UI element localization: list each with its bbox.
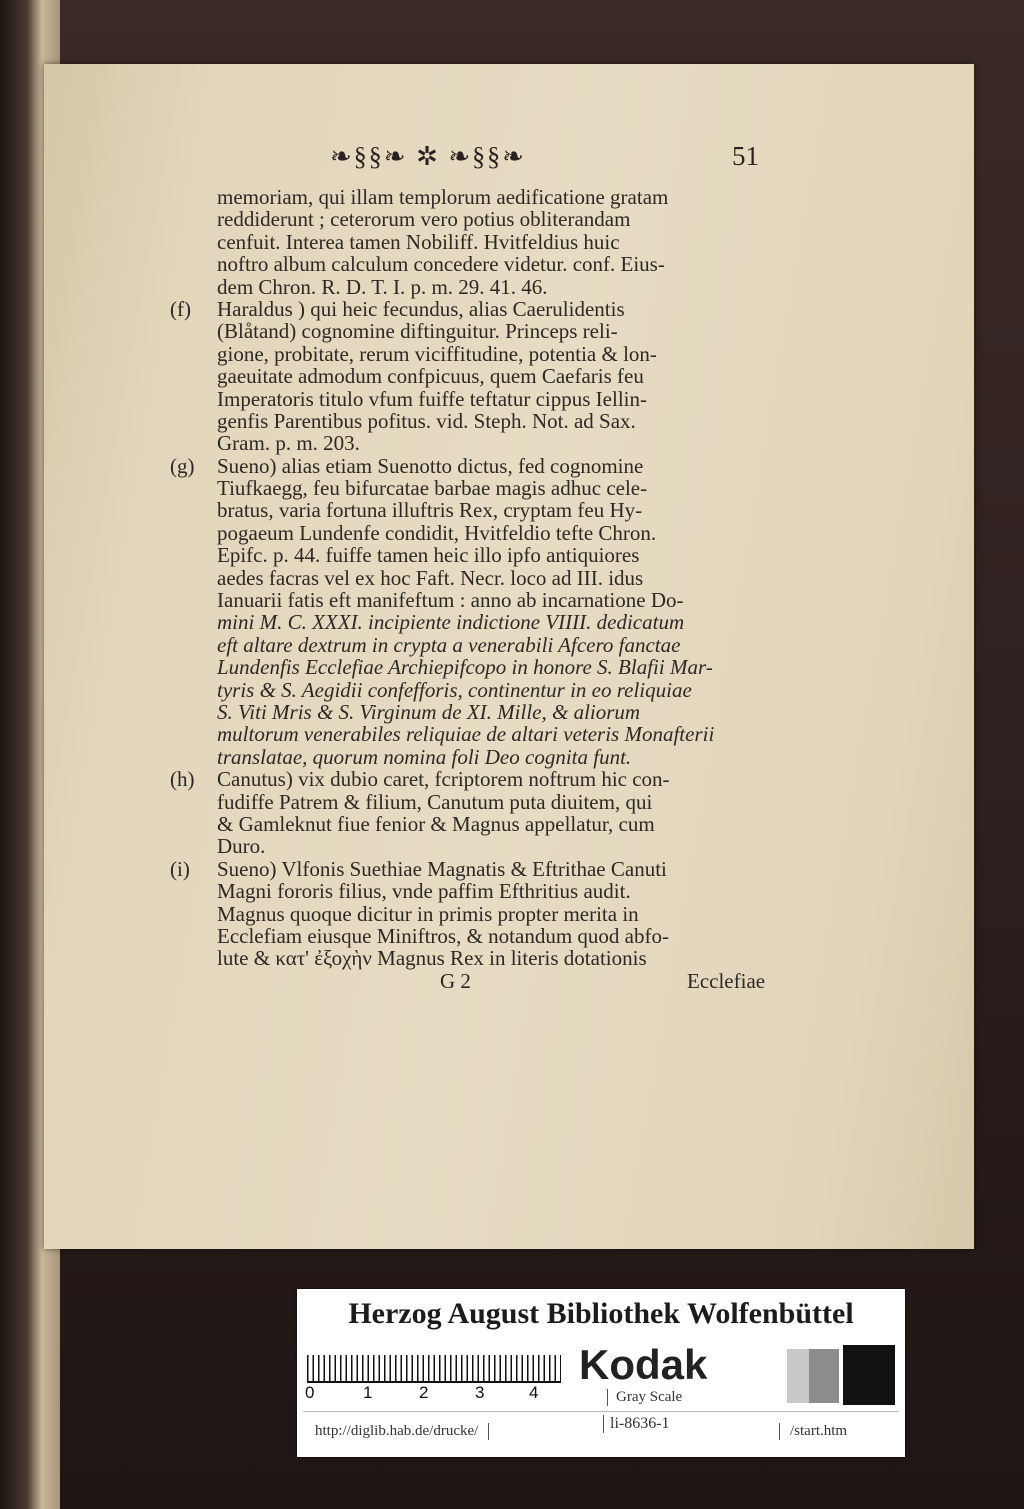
footnote-line: Tiufkaegg, feu bifurcatae barbae magis adhuc cele- — [217, 476, 648, 501]
footnote-line: genfis Parentibus pofitus. vid. Steph. Not. ad Sax. — [217, 408, 636, 433]
gray-scale-label: Gray Scale — [607, 1389, 682, 1406]
footnote-line: pogaeum Lundenfe condidit, Hvitfeldio tefte Chron. — [217, 520, 657, 545]
url-base: http://diglib.hab.de/drucke/ — [315, 1423, 489, 1440]
signature-mark: G 2 — [440, 968, 471, 993]
page-footer — [170, 970, 770, 992]
footnote-line: multorum venerabiles reliquiae de altari veteris Monafterii — [217, 722, 715, 747]
ruler-number: 1 — [363, 1383, 373, 1402]
ruler-number: 2 — [419, 1383, 429, 1402]
shelfmark: li-8636-1 — [603, 1415, 670, 1433]
footnote-line: Gram. p. m. 203. — [217, 431, 360, 456]
body-line: memoriam, qui illam templorum aedificatione gratam — [217, 185, 669, 209]
gray-swatch-light — [787, 1349, 809, 1403]
footnote-line: tyris & S. Aegidii confefforis, continentur in eo reliquiae — [217, 677, 692, 702]
footnote-h — [170, 768, 770, 858]
footnote-line: & Gamleknut fiue fenior & Magnus appellatur, cum — [217, 811, 655, 836]
footnote-line: lute & κατ' ἐξοχὴν Magnus Rex in literis dotationis — [217, 946, 647, 971]
ruler-number: 4 — [529, 1383, 539, 1402]
footnote-line: Ianuarii fatis eft manifeftum : anno ab incarnatione Do- — [217, 588, 684, 613]
footnote-i — [170, 858, 770, 970]
footnote-line: Magnus quoque dicitur in primis propter merita in — [217, 901, 639, 926]
ruler-scale — [307, 1341, 561, 1383]
footnote-line: bratus, varia fortuna illuftris Rex, cryptam feu Hy- — [217, 498, 643, 523]
footnote-line: Sueno) alias etiam Suenotto dictus, fed cognomine — [217, 453, 644, 478]
footnote-marker: (f) — [170, 296, 191, 321]
library-name: Herzog August Bibliothek Wolfenbüttel — [348, 1297, 854, 1330]
footnote-line: (Blåtand) cognomine diftinguitur. Princeps reli- — [217, 319, 618, 344]
footnote-line: Lundenfis Ecclefiae Archiepifcopo in honore S. Blafii Mar- — [217, 655, 713, 680]
gray-swatch-dark — [843, 1345, 895, 1405]
footnote-line: mini M. C. XXXI. incipiente indictione VIIII. dedicatum — [217, 610, 685, 635]
ruler-number: 0 — [305, 1383, 315, 1402]
body-line: reddiderunt ; ceterorum vero potius obliterandam — [217, 207, 631, 232]
footnote-g — [170, 455, 770, 768]
color-scale-card — [297, 1289, 905, 1457]
footnote-line: aedes facras vel ex hoc Faft. Necr. loco ad III. idus — [217, 565, 644, 590]
body-line: cenfuit. Interea tamen Nobiliff. Hvitfeldius huic — [217, 229, 620, 254]
page-number: 51 — [732, 141, 759, 171]
footnote-marker: (h) — [170, 767, 195, 792]
footnote-line: Duro. — [217, 834, 266, 859]
footnote-f — [170, 298, 770, 455]
body-line: dem Chron. R. D. T. I. p. m. 29. 41. 46. — [217, 274, 548, 299]
url-suffix: /start.htm — [779, 1423, 847, 1440]
footnote-line: gione, probitate, rerum viciffitudine, potentia & lon- — [217, 341, 657, 366]
footnote-line: Ecclefiam eiusque Miniftros, & notandum quod abfo- — [217, 923, 669, 948]
footnote-line: Canutus) vix dubio caret, fcriptorem noftrum hic con- — [217, 767, 670, 792]
body-line: noftro album calculum concedere videtur. conf. Eius- — [217, 252, 665, 277]
footnote-line: Magni fororis filius, vnde paffim Efthritius audit. — [217, 879, 631, 904]
catchword: Ecclefiae — [687, 968, 766, 993]
footnote-line: translatae, quorum nomina foli Deo cognita funt. — [217, 744, 632, 769]
header-ornament: ❧§§❧ ✲ ❧§§❧ — [330, 142, 526, 171]
footnote-line: fudiffe Patrem & filium, Canutum puta diuitem, qui — [217, 789, 653, 814]
footnote-line: gaeuitate admodum confpicuus, quem Caefaris feu — [217, 364, 644, 389]
ruler-number: 3 — [475, 1383, 485, 1402]
footnote-line: Haraldus ) qui heic fecundus, alias Caerulidentis — [217, 296, 625, 321]
footnote-line: Sueno) Vlfonis Suethiae Magnatis & Eftrithae Canuti — [217, 856, 667, 881]
footnote-marker: (g) — [170, 453, 195, 478]
footnote-line: eft altare dextrum in crypta a venerabili Afcero fanctae — [217, 632, 681, 657]
footnote-line: Epifc. p. 44. fuiffe tamen heic illo ipfo antiquiores — [217, 543, 640, 568]
kodak-logo: Kodak — [579, 1341, 708, 1388]
card-divider — [303, 1411, 899, 1412]
gray-swatch-mid — [809, 1349, 839, 1403]
page-text — [170, 186, 770, 992]
footnote-marker: (i) — [170, 856, 190, 881]
footnote-line: S. Viti Mris & S. Virginum de XI. Mille, & aliorum — [217, 699, 641, 724]
footnote-line: Imperatoris titulo vfum fuiffe teftatur cippus Iellin- — [217, 386, 647, 411]
